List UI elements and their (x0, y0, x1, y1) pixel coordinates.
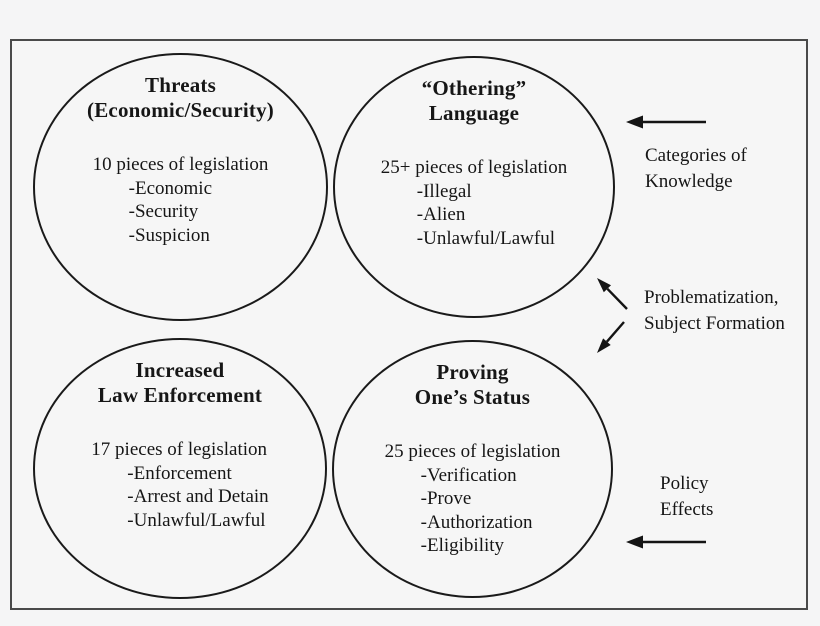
list-item: -Authorization (420, 511, 533, 533)
label-problematization-subject-formation (644, 285, 785, 337)
circle-othering-title-line1: “Othering” (421, 76, 527, 100)
list-item: -Economic (128, 177, 212, 199)
circle-proving-body (385, 440, 561, 558)
legislation-count: 17 pieces of legislation (91, 439, 268, 460)
circle-threats-body (93, 153, 269, 247)
circle-threats-title (35, 73, 326, 123)
list-item: -Enforcement (127, 462, 232, 484)
circle-increased-law-enforcement (33, 338, 327, 599)
label-categories-line1: Categories of (645, 145, 747, 166)
label-policy-effects (660, 471, 713, 523)
legislation-count: 25 pieces of legislation (384, 441, 561, 462)
label-problematization-line2: Subject Formation (644, 313, 785, 334)
circle-threats-title-line2: (Economic/Security) (87, 98, 274, 122)
list-item: -Prove (420, 488, 472, 509)
circle-law-title (35, 358, 325, 408)
list-item: -Suspicion (128, 224, 210, 246)
label-categories-of-knowledge (645, 143, 747, 195)
circle-othering-language (333, 56, 615, 318)
circle-threats (33, 53, 328, 321)
problematization-down-arrow-icon (607, 322, 624, 342)
list-item: -Alien (416, 204, 466, 225)
circle-threats-title-line1: Threats (144, 73, 216, 97)
label-policy-line2: Effects (660, 499, 714, 520)
label-problematization-line1: Problematization, (644, 287, 779, 308)
categories-left-arrow-icon (625, 114, 707, 130)
circle-law-title-line2: Law Enforcement (97, 383, 263, 407)
label-categories-line2: Knowledge (645, 171, 733, 192)
policy-left-arrow-icon (625, 534, 707, 550)
circle-law-title-line1: Increased (135, 358, 225, 382)
circle-proving-ones-status (332, 340, 613, 598)
circle-proving-title-line2: One’s Status (414, 385, 531, 409)
list-item: -Illegal (416, 180, 472, 202)
label-policy-line1: Policy (660, 473, 709, 494)
circle-othering-body (381, 156, 567, 250)
circle-othering-title-line2: Language (428, 101, 520, 125)
circle-law-body (91, 438, 268, 532)
list-item: -Eligibility (420, 535, 505, 556)
problematization-arrows-icon (590, 270, 636, 362)
problematization-up-arrow-icon (607, 289, 627, 309)
circle-proving-title (334, 360, 611, 410)
list-item: -Unlawful/Lawful (416, 227, 556, 249)
list-item: -Verification (420, 464, 517, 486)
circle-othering-title (335, 76, 613, 126)
legislation-count: 25+ pieces of legislation (380, 157, 568, 178)
list-item: -Unlawful/Lawful (127, 509, 266, 531)
list-item: -Arrest and Detain (127, 486, 269, 507)
circle-proving-title-line1: Proving (436, 360, 509, 384)
list-item: -Security (128, 201, 199, 222)
legislation-count: 10 pieces of legislation (92, 154, 269, 175)
